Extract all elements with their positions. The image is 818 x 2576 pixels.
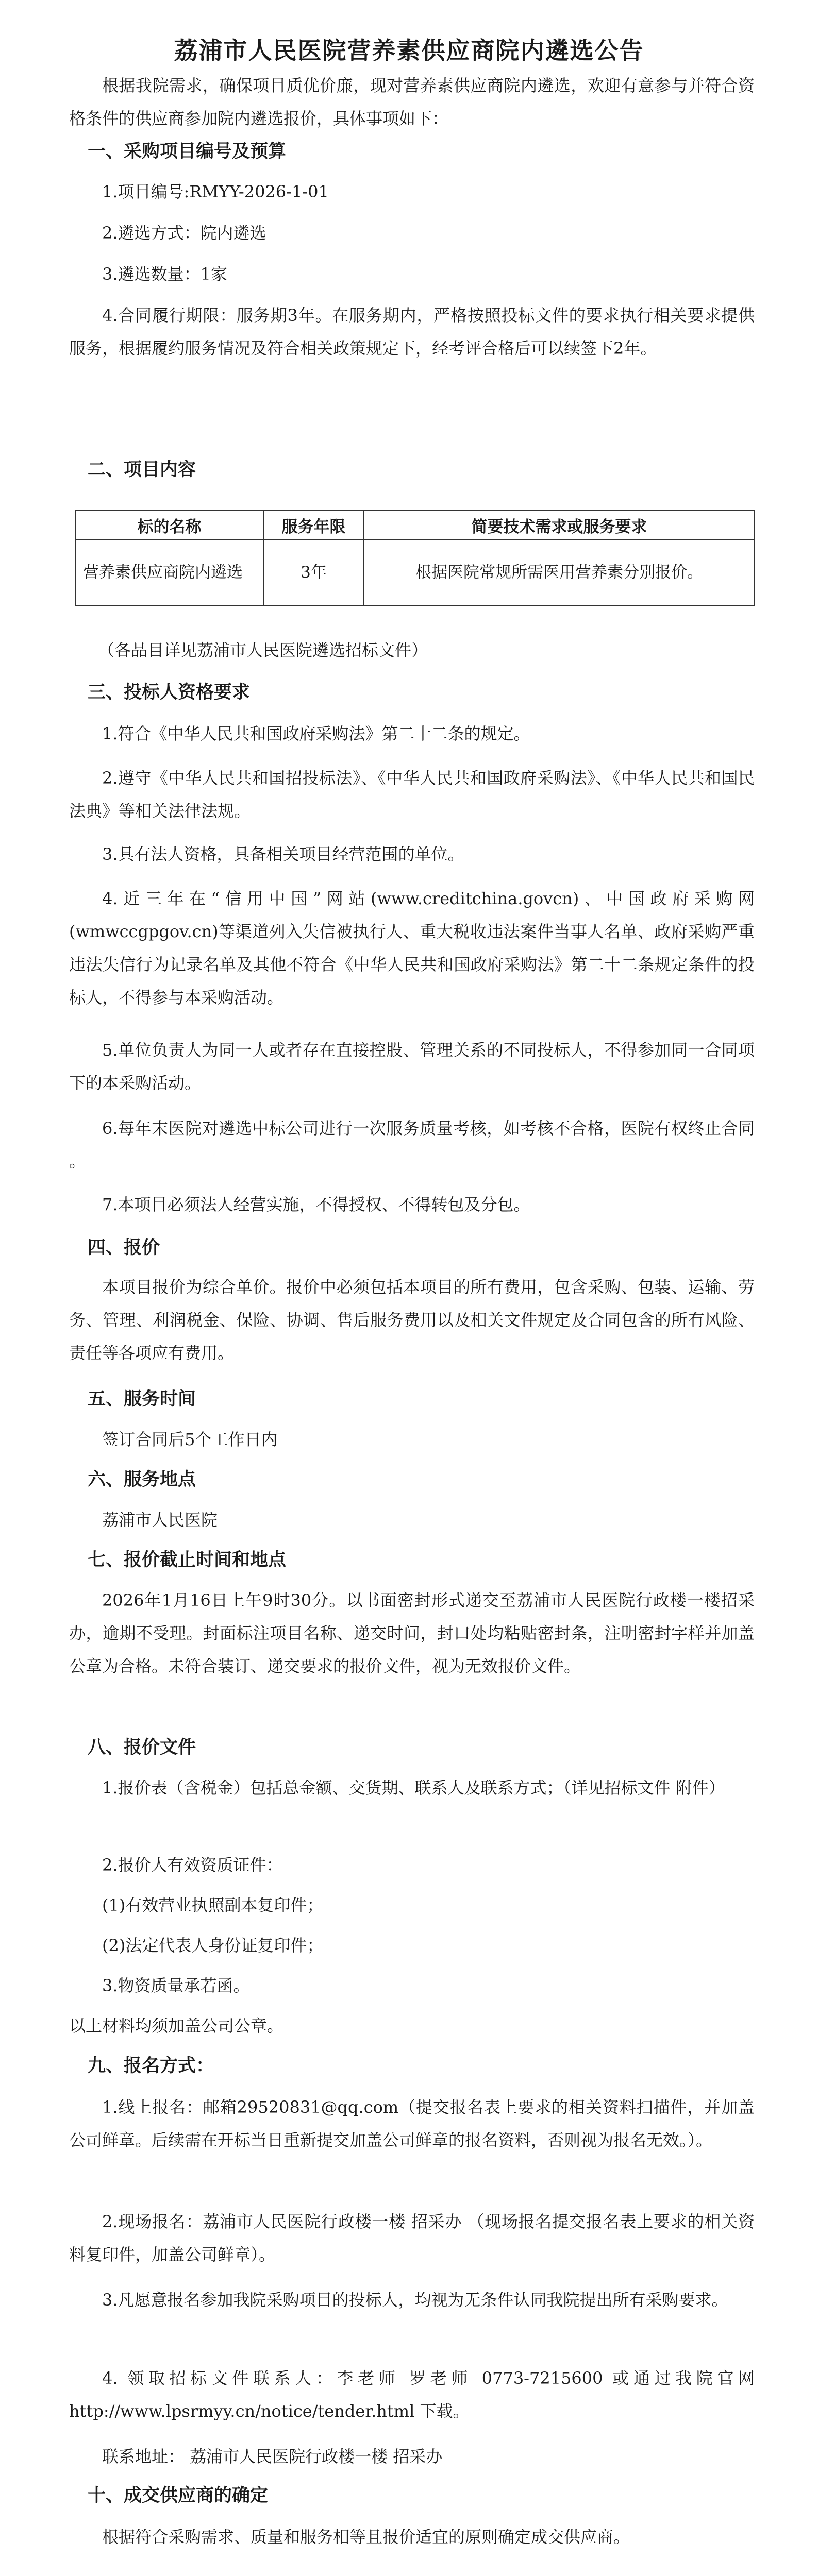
table-note: （各品目详见荔浦市人民医院遴选招标文件） (98, 640, 428, 660)
s9-item-2: 2.现场报名：荔浦市人民医院行政楼一楼 招采办 （现场报名提交报名表上要求的相关资料复印件，加盖公司鲜章）。 (69, 2212, 755, 2264)
s8-item-1: 1.报价表（含税金）包括总金额、交货期、联系人及联系方式；（详见招标文件 附件） (102, 1778, 725, 1798)
section-2-heading: 二、项目内容 (88, 460, 196, 480)
section-6-heading: 六、服务地点 (88, 1469, 196, 1490)
s1-item-3: 3.遴选数量：1家 (102, 264, 227, 284)
section-5-heading: 五、服务时间 (88, 1389, 196, 1410)
table-cell-requirement: 根据医院常规所需医用营养素分别报价。 (364, 539, 755, 605)
section-3-heading: 三、投标人资格要求 (88, 682, 251, 703)
intro-paragraph: 根据我院需求，确保项目质优价廉，现对营养素供应商院内遴选，欢迎有意参与并符合资格条件的供应商参加院内遴选报价，具体事项如下： (69, 76, 755, 128)
s3-item-6: 6.每年末医院对遴选中标公司进行一次服务质量考核，如考核不合格，医院有权终止合同 。 (69, 1118, 755, 1171)
s8-note: 以上材料均须加盖公司公章。 (69, 2016, 284, 2036)
s6-text: 荔浦市人民医院 (102, 1510, 218, 1530)
s7-text: 2026年1月16日上午9时30分。以书面密封形式递交至荔浦市人民医院行政楼一楼招采办，逾期不受理。封面标注项目名称、递交时间，封口处均粘贴密封条，注明密封字样并加盖公章为合格。未符合装订、递交要求的报价文件，视为无效报价文件。 (69, 1590, 755, 1676)
s8-item-2: 2.报价人有效资质证件： (102, 1855, 283, 1875)
s3-item-7: 7.本项目必须法人经营实施，不得授权、不得转包及分包。 (102, 1195, 530, 1214)
s1-item-1: 1.项目编号:RMYY-2026-1-01 (102, 182, 329, 201)
s3-item-2: 2.遵守《中华人民共和国招投标法》、《中华人民共和国政府采购法》、《中华人民共和国民法典》等相关法律法规。 (69, 768, 755, 821)
s1-item-2: 2.遴选方式：院内遴选 (102, 223, 266, 243)
table-header-cell: 标的名称 (75, 511, 263, 539)
section-9-heading: 九、报名方式： (88, 2056, 214, 2076)
s3-item-4: 4.近三年在“信用中国”网站(www.creditchina.govcn)、中国政府采购网(wmwccgpgov.cn)等渠道列入失信被执行人、重大税收违法案件当事人名单、政府采购严重违法失信行为记录名单及其他不符合《中华人民共和国政府采购法》第二十二条规定条件的投标人，不得参与本采购活动。 (69, 889, 755, 1007)
section-4-heading: 四、报价 (88, 1238, 160, 1258)
s4-text: 本项目报价为综合单价。报价中必须包括本项目的所有费用，包含采购、包装、运输、劳务、管理、利润税金、保险、协调、售后服务费用以及相关文件规定及合同包含的所有风险、责任等各项应有费用。 (69, 1277, 755, 1363)
s9-item-1: 1.线上报名：邮箱29520831@qq.com（提交报名表上要求的相关资料扫描件，并加盖公司鲜章。后续需在开标当日重新提交加盖公司鲜章的报名资料，否则视为报名无效。）。 (69, 2097, 755, 2150)
table-header-cell: 服务年限 (263, 511, 364, 539)
s8-sub-2: (2)法定代表人身份证复印件； (102, 1936, 324, 1955)
table-row (75, 539, 755, 605)
project-table (75, 510, 755, 606)
s3-item-3: 3.具有法人资格，具备相关项目经营范围的单位。 (102, 844, 464, 864)
page-title: 荔浦市人民医院营养素供应商院内遴选公告 (174, 37, 644, 64)
s9-item-3: 3.凡愿意报名参加我院采购项目的投标人，均视为无条件认同我院提出所有采购要求。 (102, 2290, 728, 2310)
s3-item-1: 1.符合《中华人民共和国政府采购法》第二十二条的规定。 (102, 724, 530, 743)
table-cell-item: 营养素供应商院内遴选 (75, 539, 263, 605)
table-cell-term: 3年 (263, 539, 364, 605)
table-header-cell: 简要技术需求或服务要求 (364, 511, 755, 539)
section-1-heading: 一、采购项目编号及预算 (88, 141, 287, 162)
s9-address: 联系地址： 荔浦市人民医院行政楼一楼 招采办 (102, 2447, 443, 2466)
s8-sub-1: (1)有效营业执照副本复印件； (102, 1895, 324, 1915)
section-10-heading: 十、成交供应商的确定 (88, 2485, 269, 2506)
section-8-heading: 八、报价文件 (88, 1737, 196, 1758)
s10-text: 根据符合采购需求、质量和服务相等且报价适宜的原则确定成交供应商。 (102, 2527, 630, 2547)
s9-item-4: 4. 领取招标文件联系人：李老师 罗老师 0773-7215600 或通过我院官网http://www.lpsrmyy.cn/notice/tender.html 下载。 (69, 2368, 755, 2421)
table-header-row (75, 511, 755, 539)
s8-item-3: 3.物资质量承若函。 (102, 1976, 250, 1995)
s3-item-5: 5.单位负责人为同一人或者存在直接控股、管理关系的不同投标人，不得参加同一合同项下的本采购活动。 (69, 1040, 755, 1093)
section-7-heading: 七、报价截止时间和地点 (88, 1550, 287, 1570)
s5-text: 签订合同后5个工作日内 (102, 1430, 278, 1449)
s1-item-4: 4.合同履行期限：服务期3年。在服务期内，严格按照投标文件的要求执行相关要求提供服务，根据履约服务情况及符合相关政策规定下，经考评合格后可以续签下2年。 (69, 306, 755, 358)
